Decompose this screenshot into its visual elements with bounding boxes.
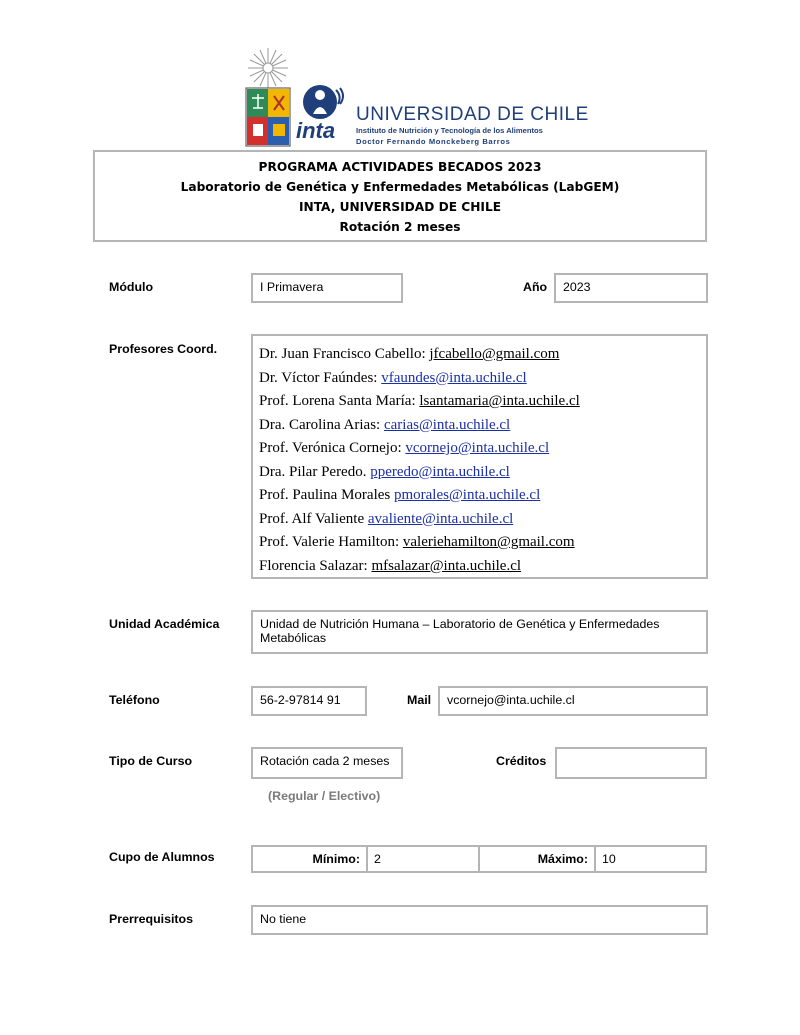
- modulo-label: Módulo: [109, 280, 154, 294]
- profesor-email-link[interactable]: carias@inta.uchile.cl: [383, 416, 511, 433]
- profesor-name: Dra. Pilar Peredo.: [259, 463, 371, 480]
- mail-field[interactable]: [438, 686, 708, 716]
- university-logo: [244, 46, 589, 151]
- profesor-email-link[interactable]: valeriehamilton@gmail.com: [402, 534, 575, 550]
- maximo-label: Máximo:: [480, 847, 596, 871]
- minimo-value: 2: [374, 852, 381, 866]
- institution-name: INTA, UNIVERSIDAD DE CHILE: [298, 200, 502, 214]
- unidad-value-line1: Unidad de Nutrición Humana – Laboratorio de Genética y Enfermedades: [260, 617, 660, 631]
- creditos-label: Créditos: [496, 754, 547, 768]
- profesor-name: Prof. Lorena Santa María:: [259, 393, 420, 409]
- profesor-item: [259, 531, 706, 555]
- profesor-item: [259, 343, 706, 367]
- profesores-list: [251, 334, 708, 579]
- profesor-name: Prof. Valerie Hamilton:: [259, 534, 403, 550]
- profesor-email-link[interactable]: pmorales@inta.uchile.cl: [393, 487, 541, 503]
- prerrequisitos-value: No tiene: [260, 912, 307, 926]
- profesor-name: Prof. Verónica Cornejo:: [259, 440, 406, 456]
- profesor-email-link[interactable]: pperedo@inta.uchile.cl: [370, 463, 510, 480]
- unidad-value-line2: Metabólicas: [260, 631, 327, 645]
- tipo-curso-field[interactable]: [251, 747, 403, 779]
- profesor-name: Prof. Paulina Morales: [259, 487, 394, 503]
- maximo-field[interactable]: [596, 847, 705, 871]
- telefono-value: 56-2-97814 91: [260, 693, 341, 707]
- profesor-item: [259, 367, 706, 391]
- prerrequisitos-label: Prerrequisitos: [109, 912, 194, 926]
- cupo-label: Cupo de Alumnos: [109, 850, 215, 864]
- profesor-email-link[interactable]: vcornejo@inta.uchile.cl: [405, 440, 550, 456]
- profesor-item: [259, 508, 706, 532]
- profesor-item: [259, 390, 706, 414]
- unidad-field[interactable]: [251, 610, 708, 654]
- profesor-name: Florencia Salazar:: [259, 557, 372, 574]
- institute-director: Doctor Fernando Monckeberg Barros: [356, 137, 511, 146]
- mail-value: vcornejo@inta.uchile.cl: [447, 693, 575, 707]
- modulo-field[interactable]: [251, 273, 403, 303]
- lab-name: Laboratorio de Genética y Enfermedades Metabólicas (LabGEM): [180, 180, 620, 194]
- mail-label: Mail: [407, 693, 432, 707]
- profesor-item: [259, 461, 706, 485]
- program-title: PROGRAMA ACTIVIDADES BECADOS 2023: [258, 160, 542, 174]
- minimo-label: Mínimo:: [253, 847, 368, 871]
- institute-name: Instituto de Nutrición y Tecnología de los Alimentos: [356, 126, 543, 135]
- minimo-field[interactable]: [368, 847, 480, 871]
- unidad-label: Unidad Académica: [109, 617, 220, 631]
- rotation-duration: Rotación 2 meses: [339, 220, 461, 234]
- anio-field[interactable]: [554, 273, 708, 303]
- profesor-item: [259, 555, 706, 579]
- modulo-value: I Primavera: [260, 280, 324, 294]
- tipo-curso-value: Rotación cada 2 meses: [260, 754, 390, 768]
- profesor-email-link[interactable]: mfsalazar@inta.uchile.cl: [371, 557, 522, 574]
- profesor-email-link[interactable]: avaliente@inta.uchile.cl: [367, 510, 514, 527]
- inta-brand-word: inta: [296, 118, 336, 143]
- tipo-curso-label: Tipo de Curso: [109, 754, 193, 768]
- prerrequisitos-field[interactable]: [251, 905, 708, 935]
- profesor-item: [259, 437, 706, 461]
- university-name: UNIVERSIDAD DE CHILE: [356, 104, 589, 125]
- profesor-item: [259, 414, 706, 438]
- profesor-name: Prof. Alf Valiente: [259, 510, 368, 527]
- profesor-name: Dr. Juan Francisco Cabello:: [259, 346, 430, 362]
- anio-value: 2023: [563, 280, 591, 294]
- profesor-name: Dr. Víctor Faúndes:: [259, 369, 382, 386]
- maximo-value: 10: [602, 852, 616, 866]
- profesor-email-link[interactable]: vfaundes@inta.uchile.cl: [381, 369, 527, 386]
- profesores-label: Profesores Coord.: [109, 342, 218, 356]
- university-seal-icon: [244, 46, 292, 148]
- telefono-field[interactable]: [251, 686, 367, 716]
- profesor-email-link[interactable]: lsantamaria@inta.uchile.cl: [419, 393, 580, 409]
- profesor-item: [259, 484, 706, 508]
- profesor-email-link[interactable]: jfcabello@gmail.com: [429, 346, 560, 362]
- program-header: [93, 150, 707, 242]
- cupo-fields: [251, 845, 707, 873]
- anio-label: Año: [523, 280, 548, 294]
- profesor-name: Dra. Carolina Arias:: [259, 416, 384, 433]
- tipo-curso-note: (Regular / Electivo): [268, 789, 381, 803]
- creditos-field[interactable]: [555, 747, 707, 779]
- telefono-label: Teléfono: [109, 693, 160, 707]
